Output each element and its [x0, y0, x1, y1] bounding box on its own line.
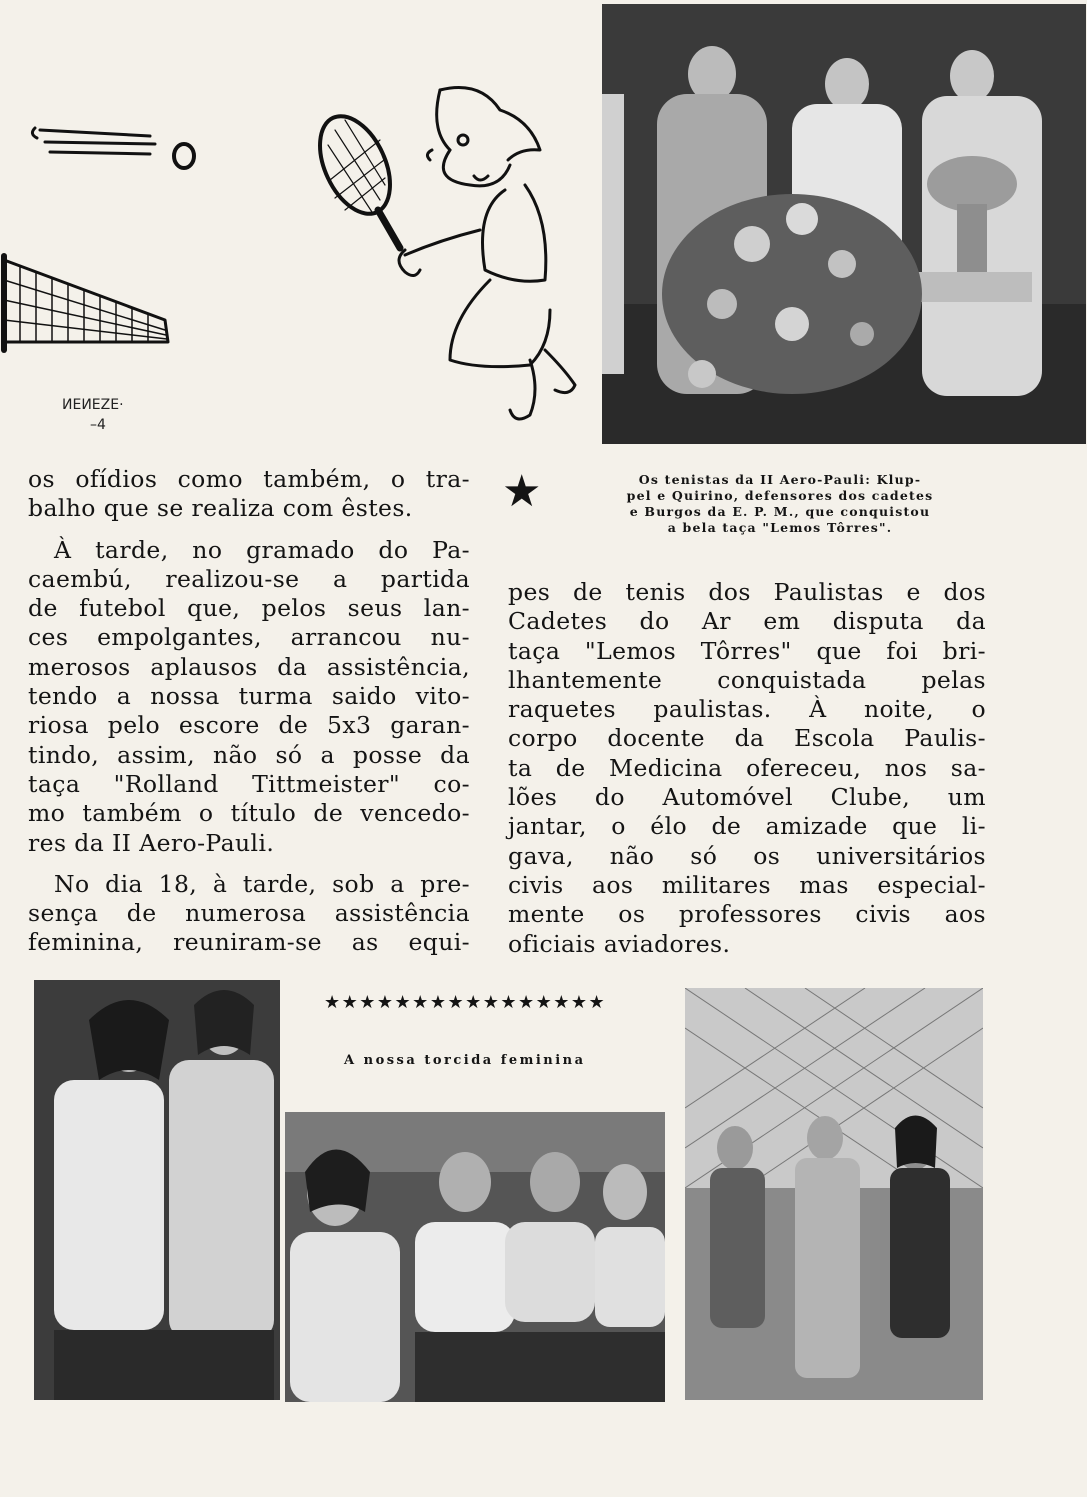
cartoon-signature: ИEИEZE· –4 [62, 397, 124, 433]
two-women-photo [34, 980, 280, 1400]
decorative-stars-row: ★★★★★★★★★★★★★★★★ [324, 992, 607, 1013]
bottom-photos-caption: A nossa torcida feminina [344, 1053, 586, 1068]
article-right-column: pes de tenis dos Paulistas e dos Cadetes do Ar em disputa da taça "Lemos Tôrres" que foi bri- lhantemente conquistada pelas raquetes paulistas. À noite, o corpo docente da Escola Paulis- ta de Medicina ofereceu, nos sa- lões do Automóvel Clube, um jantar, o élo de amizade que li- gava, não só os universitários civis aos militares mas especial- mente os professores civis aos oficiais aviadores. [508, 578, 986, 958]
tennis-cartoon-illustration [0, 80, 600, 440]
article-left-column [28, 465, 470, 958]
caption-star-icon: ★ [502, 466, 542, 517]
paragraph-1: os ofídios como também, o tra- balho que se realiza com êstes. [28, 465, 470, 523]
seated-women-photo [285, 1112, 665, 1402]
paragraph-2: À tarde, no gramado do Pa- caembú, realizou-se a partida de futebol que, pelos seus lan- ces empolgantes, arrancou nu- merosos aplausos da assistência, tendo a nossa turma saido vito- riosa pelo escore de 5x3 garan- tindo, assim, não só a posse da taça "Rolland Tittmeister" co- mo também o título de vencedo- res da II Aero-Pauli. [28, 535, 470, 857]
tennis-players-trophy-photo [602, 4, 1086, 444]
officer-with-women-photo [685, 988, 983, 1400]
tennis-photo-caption: Os tenistas da II Aero-Pauli: Klup- pel e Quirino, defensores dos cadetes e Burgos da E. P. M., que conquistou a bela taça "Lemos Tôrres". [626, 472, 934, 535]
paragraph-3: No dia 18, à tarde, sob a pre- sença de numerosa assistência feminina, reuniram-se as equi- [28, 869, 470, 957]
